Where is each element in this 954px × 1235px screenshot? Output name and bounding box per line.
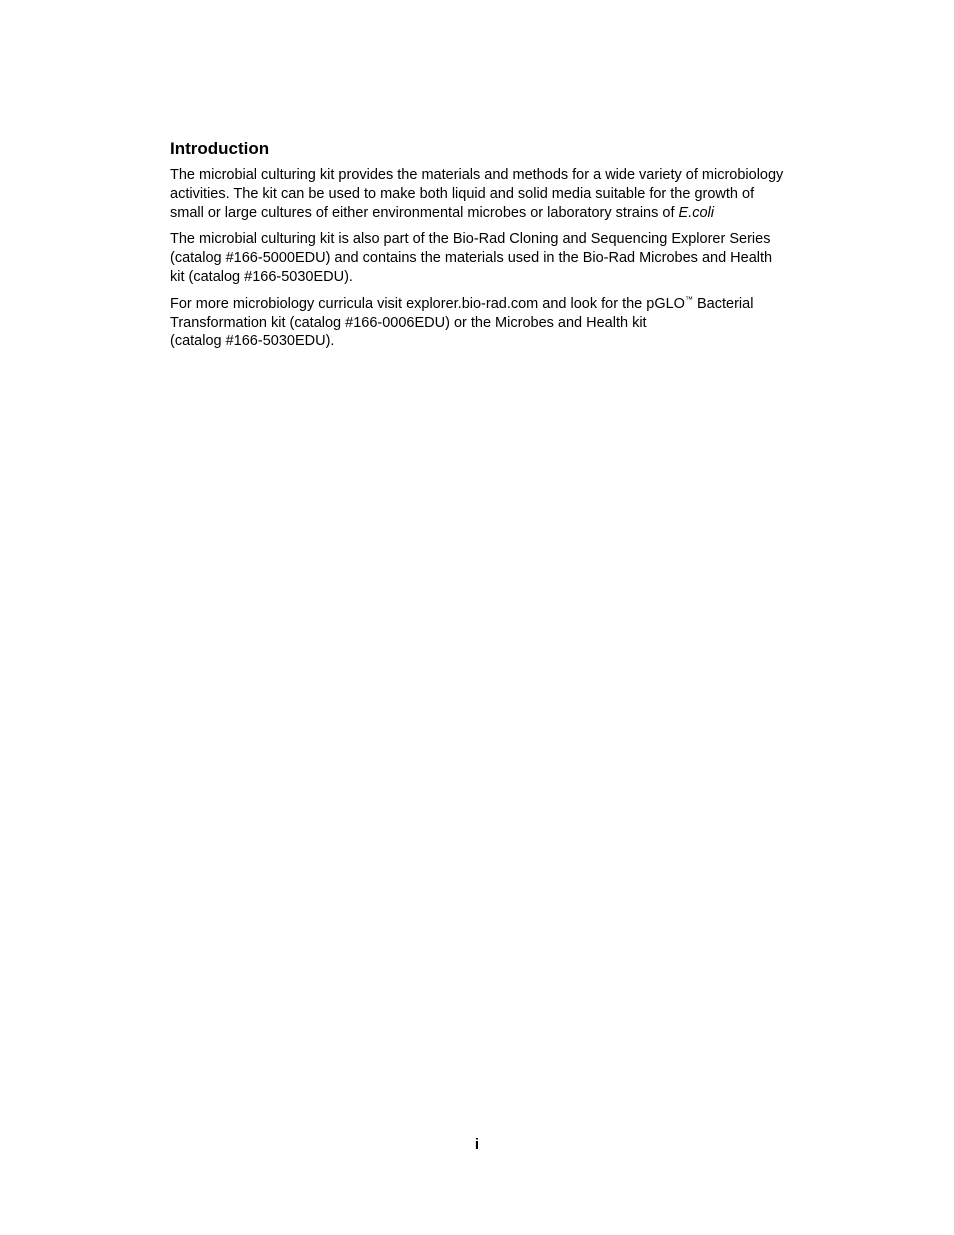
paragraph-series bbox=[170, 230, 790, 286]
paragraph-curricula bbox=[170, 295, 790, 351]
page-number: i bbox=[474, 1136, 480, 1153]
paragraph-overview bbox=[170, 166, 790, 222]
paragraph-curricula-last-line: (catalog #166-5030EDU). bbox=[170, 333, 335, 350]
section-title: Introduction bbox=[170, 139, 270, 158]
introduction-section bbox=[170, 138, 790, 359]
species-name: E.coli bbox=[678, 204, 714, 221]
paragraph-curricula-text-end: Bacterial Transformation kit (catalog #166-0006EDU) or the Microbes and Health kit bbox=[170, 295, 754, 331]
paragraph-overview-text: The microbial culturing kit provides the materials and methods for a wide variety of microbiology activities. The kit can be used to make both liquid and solid media suitable for the growth of small or large cultures of either environmental microbes or laboratory strains of bbox=[170, 167, 784, 221]
paragraph-series-text: The microbial culturing kit is also part of the Bio-Rad Cloning and Sequencing Explorer Series (catalog #166-5000EDU) and contains the materials used in the Bio-Rad Microbes and Health kit (catalog #166-5030EDU). bbox=[170, 231, 773, 285]
paragraph-curricula-text-start: For more microbiology curricula visit explorer.bio-rad.com and look for the pGLO bbox=[170, 295, 685, 312]
trademark-symbol: ™ bbox=[684, 294, 693, 304]
